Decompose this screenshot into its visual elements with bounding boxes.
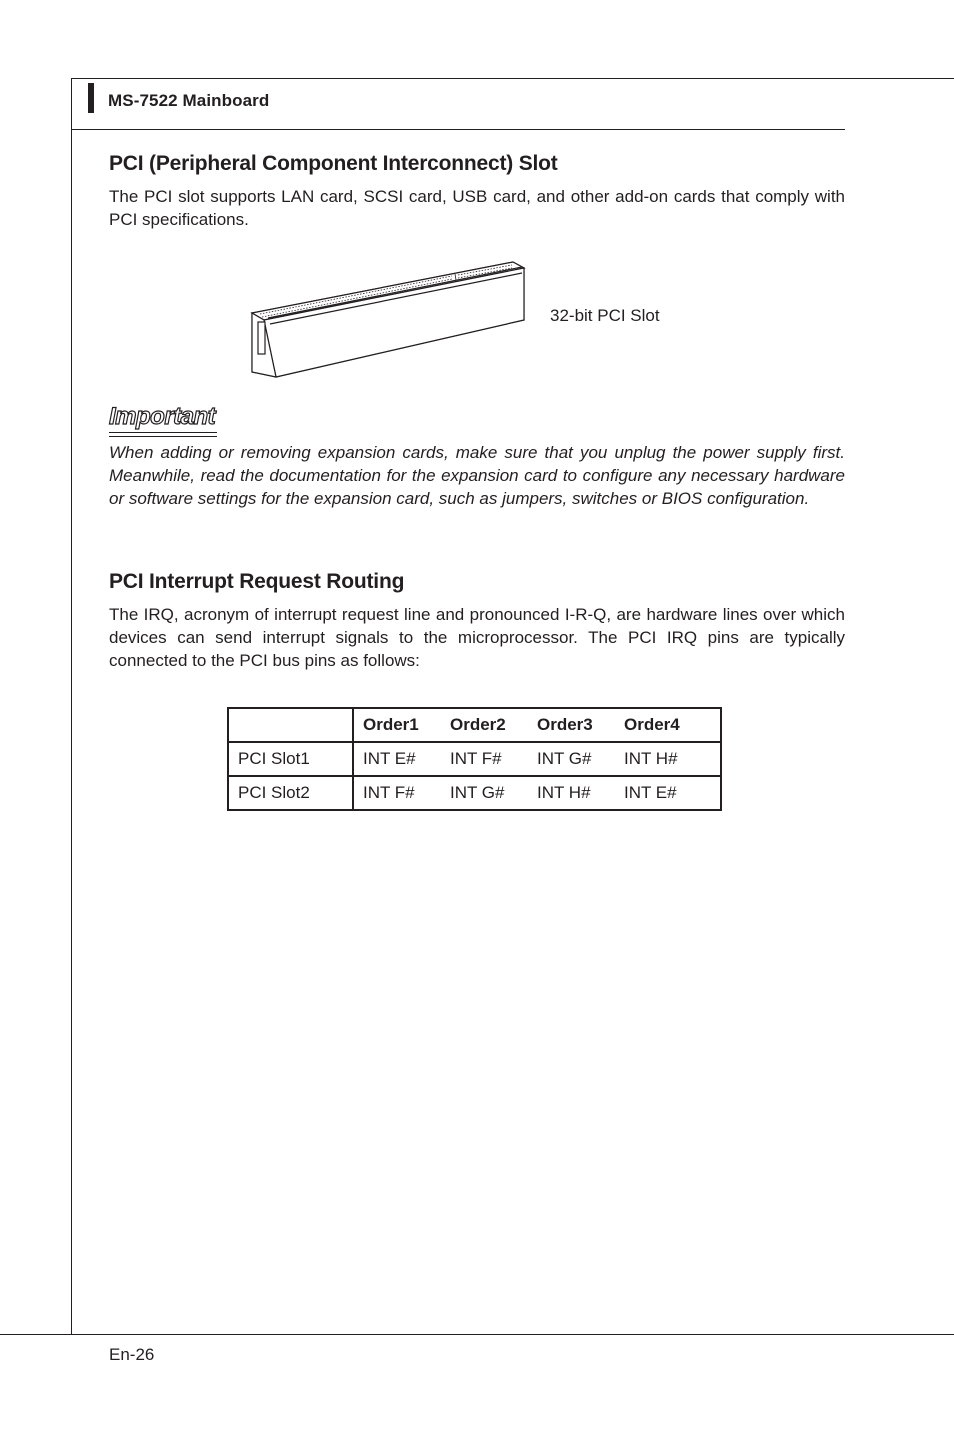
section-heading-irq-routing: PCI Interrupt Request Routing: [109, 570, 405, 593]
irq-routing-description: The IRQ, acronym of interrupt request line and pronounced I-R-Q, are hardware lines over which devices can send interrupt signals to the microprocessor. The PCI IRQ pins are typically connected to the PCI bus pins as follows:: [109, 605, 845, 670]
important-note-text: When adding or removing expansion cards, make sure that you unplug the power supply first. Meanwhile, read the documentation for the expansion card to configure any necessary hardware or software settings for the expansion card, such as jumpers, switches or BIOS configuration.: [109, 443, 845, 508]
header-divider: [72, 129, 845, 130]
table-cell: PCI Slot2: [228, 776, 353, 810]
table-cell: INT G#: [528, 742, 615, 776]
page-number: En-26: [109, 1345, 155, 1364]
table-header-cell: Order1: [363, 715, 419, 734]
table-cell: INT F#: [353, 776, 441, 810]
table-header-row: [228, 708, 721, 742]
important-callout: [109, 403, 215, 431]
table-cell: INT F#: [441, 742, 528, 776]
table-cell: INT H#: [528, 776, 615, 810]
important-label: Important: [109, 403, 216, 430]
table-cell: INT E#: [615, 776, 721, 810]
table-row: [228, 776, 721, 810]
table-cell: PCI Slot1: [228, 742, 353, 776]
table-cell: INT E#: [353, 742, 441, 776]
table-cell: INT H#: [615, 742, 721, 776]
important-underline: [109, 432, 217, 433]
irq-routing-table: [227, 707, 722, 811]
table-header-cell: [228, 708, 353, 742]
header-marker-bar: [88, 83, 94, 113]
running-header-title: MS-7522 Mainboard: [108, 91, 270, 110]
section-heading-pci-slot: PCI (Peripheral Component Interconnect) Slot: [109, 152, 558, 175]
important-underline-second: [109, 436, 217, 437]
table-header-cell: Order2: [450, 715, 506, 734]
bottom-border-line: [0, 1334, 954, 1335]
top-border-line: [72, 78, 954, 79]
pci-slot-description: The PCI slot supports LAN card, SCSI card, USB card, and other add-on cards that comply with PCI specifications.: [109, 187, 845, 229]
table-cell: INT G#: [441, 776, 528, 810]
table-header-cell: Order3: [537, 715, 593, 734]
slot-caption: 32-bit PCI Slot: [550, 306, 660, 325]
table-header-cell: Order4: [624, 715, 680, 734]
table-row: [228, 742, 721, 776]
left-border-line: [71, 78, 72, 1335]
pci-slot-illustration: [240, 250, 540, 385]
